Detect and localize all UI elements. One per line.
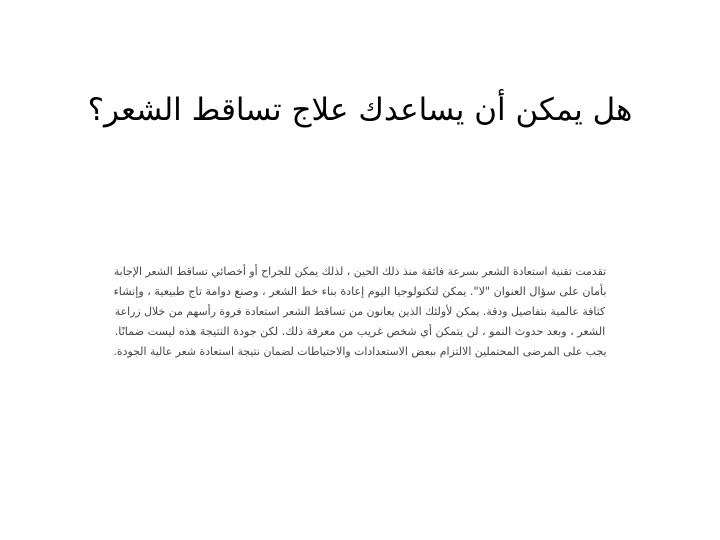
body-line-4: الشعر ، وبعد حدوث النمو ، لن يتمكن أي شخص غريب من معرفة ذلك. لكن جودة النتيجة هذه ليست ضمانًا.	[114, 325, 606, 338]
body-line-5: يجب على المرضى المحتملين الالتزام ببعض الاستعدادات والاحتياطات لضمان نتيجة استعادة شعر عالية الجودة.	[113, 345, 607, 358]
slide-title: هل يمكن أن يساعدك علاج تساقط الشعر؟	[87, 92, 633, 128]
slide-body	[110, 262, 610, 362]
body-line-1: تقدمت تقنية استعادة الشعر بسرعة فائقة منذ ذلك الحين ، لذلك يمكن للجراح أو أخصائي تساقط الشعر الإجابة	[113, 265, 607, 278]
body-line-2: بأمان على سؤال العنوان "لا". يمكن لتكنولوجيا اليوم إعادة بناء خط الشعر ، وصنع دوامة تاج طبيعية ، وإنشاء	[113, 285, 607, 298]
body-line-3: كثافة عالمية بتفاصيل ودقة. يمكن لأولئك الذين يعانون من تساقط الشعر استعادة فروة رأسهم من خلال زراعة	[114, 305, 606, 318]
